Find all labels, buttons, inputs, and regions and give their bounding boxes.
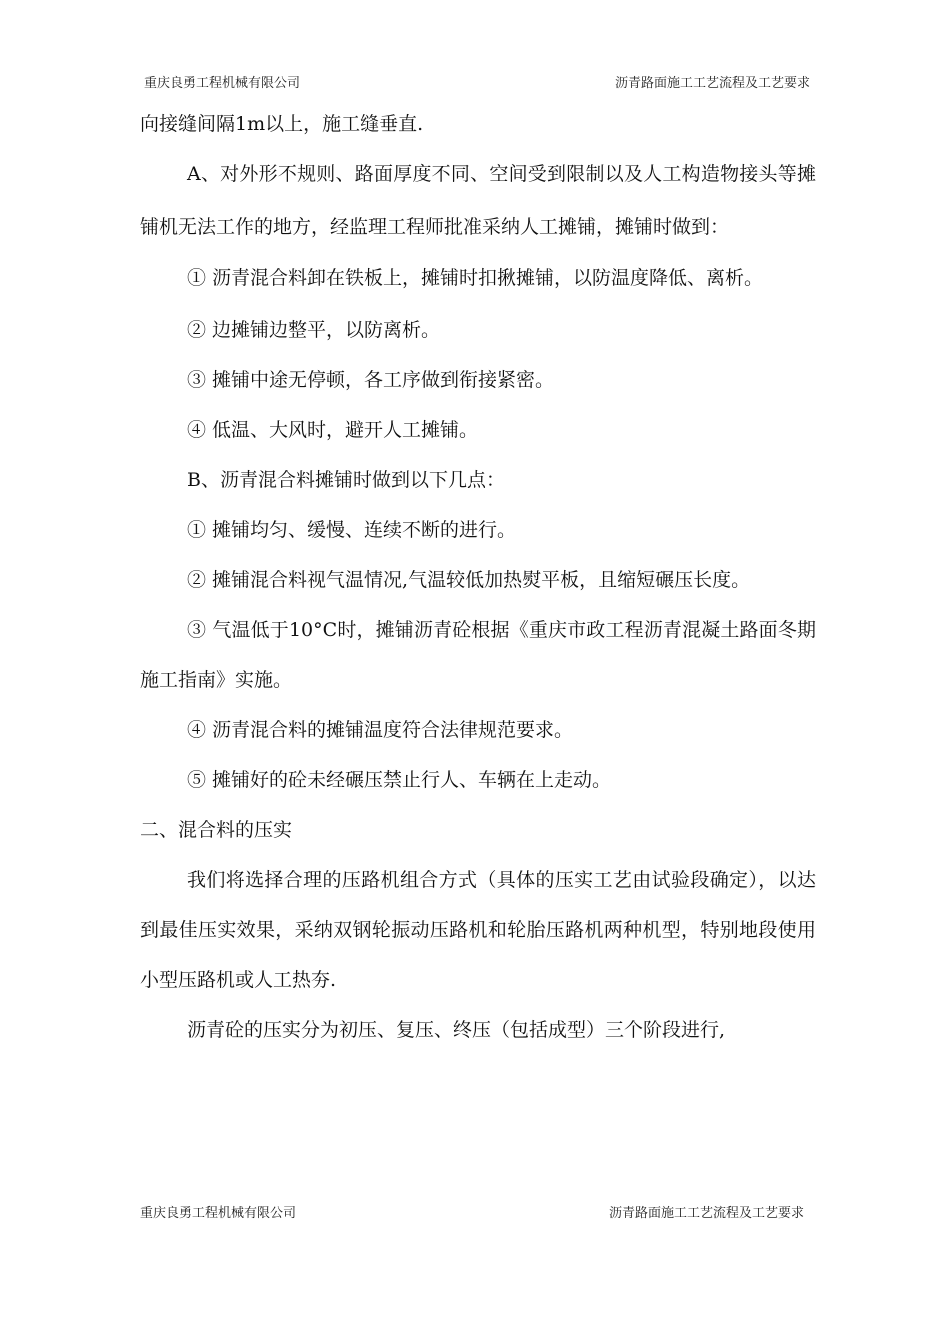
paragraph: 沥青砼的压实分为初压、复压、终压（包括成型）三个阶段进行,: [187, 1019, 726, 1041]
paragraph: ② 边摊铺边整平，以防离析。: [187, 319, 441, 341]
page-header: [140, 72, 810, 91]
paragraph: 向接缝间隔1m以上，施工缝垂直.: [140, 113, 424, 135]
header-doc-title: 沥青路面施工工艺流程及工艺要求: [614, 76, 810, 91]
paragraph: ④ 沥青混合料的摊铺温度符合法律规范要求。: [187, 719, 574, 741]
page-footer: [140, 1202, 810, 1221]
paragraph: B、沥青混合料摊铺时做到以下几点：: [187, 469, 505, 491]
paragraph: ① 摊铺均匀、缓慢、连续不断的进行。: [187, 519, 517, 541]
paragraph: ③ 气温低于10°C时，摊铺沥青砼根据《重庆市政工程沥青混凝土路面冬期施工指南》实施。: [140, 619, 816, 691]
paragraph: ④ 低温、大风时，避开人工摊铺。: [187, 419, 479, 441]
paragraph: ③ 摊铺中途无停顿，各工序做到衔接紧密。: [187, 369, 555, 391]
footer-company: 重庆良勇工程机械有限公司: [140, 1206, 297, 1221]
footer-doc-title: 沥青路面施工工艺流程及工艺要求: [608, 1206, 804, 1221]
paragraph: 我们将选择合理的压路机组合方式（具体的压实工艺由试验段确定），以达到最佳压实效果，采纳双钢轮振动压路机和轮胎压路机两种机型，特别地段使用小型压路机或人工热夯.: [140, 869, 816, 991]
paragraph: ① 沥青混合料卸在铁板上，摊铺时扣揪摊铺，以防温度降低、离析。: [187, 267, 764, 289]
paragraph: ⑤ 摊铺好的砼未经碾压禁止行人、车辆在上走动。: [187, 769, 612, 791]
document-body: [140, 112, 816, 1055]
paragraph: A、对外形不规则、路面厚度不同、空间受到限制以及人工构造物接头等摊铺机无法工作的地方，经监理工程师批准采纳人工摊铺，摊铺时做到：: [140, 163, 816, 238]
paragraph: ② 摊铺混合料视气温情况,气温较低加热熨平板，且缩短碾压长度。: [187, 569, 751, 591]
header-company: 重庆良勇工程机械有限公司: [144, 76, 301, 91]
section-heading: 二、混合料的压实: [140, 819, 293, 841]
